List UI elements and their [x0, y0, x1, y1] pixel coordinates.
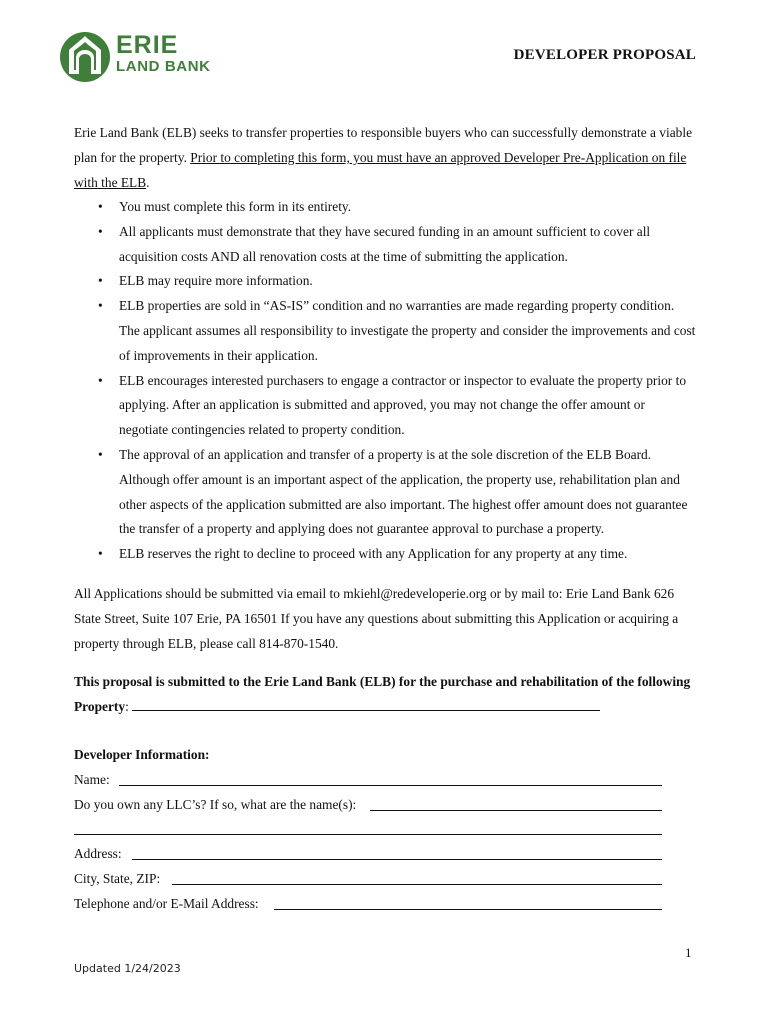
- address-label: Address:: [74, 846, 122, 861]
- llc-label: Do you own any LLC’s? If so, what are the name(s):: [74, 797, 357, 812]
- bullet-icon: •: [98, 199, 103, 214]
- intro-paragraph: [74, 121, 696, 195]
- list-item: • The approval of an application and transfer of a property is at the sole discretion of the ELB Board. Although offer amount is an important aspect of the application, the property use, rehabilitation plan and other aspects of the application submitted are also important. The highest offer amount does not guarantee the transfer of a property and applying does not guarantee approval to purchase a property.: [74, 443, 696, 542]
- bullet-icon: •: [98, 223, 103, 239]
- logo-land-bank-text: LAND BANK: [116, 58, 211, 75]
- bullet-icon: •: [98, 372, 103, 388]
- proposal-colon: :: [125, 698, 133, 714]
- list-item: • ELB may require more information.: [74, 269, 696, 294]
- list-item: • ELB encourages interested purchasers to engage a contractor or inspector to evaluate the property prior to applying. After an application is submitted and approved, you may not change the offer amount or negotiate contingencies related to property condition.: [74, 369, 696, 443]
- name-label: Name:: [74, 772, 110, 787]
- erie-land-bank-logo: [58, 30, 228, 84]
- list-item: • ELB reserves the right to decline to proceed with any Application for any property at any time.: [74, 542, 696, 567]
- bullet-icon: •: [98, 546, 103, 562]
- telephone-email-field[interactable]: [274, 909, 662, 910]
- telephone-email-label: Telephone and/or E-Mail Address:: [74, 896, 259, 911]
- page-title: DEVELOPER PROPOSAL: [513, 47, 696, 63]
- bullet-icon: •: [98, 446, 103, 462]
- submission-instructions: All Applications should be submitted via email to mkiehl@redeveloperie.org or by mail to: Erie Land Bank 626 State Street, Suite 107 Erie, PA 16501 If you have any questions about submitting this Application or acquiring a property through ELB, please call 814-870-1540.: [74, 586, 679, 651]
- proposal-text: This proposal is submitted to the Erie Land Bank (ELB) for the purchase and rehabilitation of the following Property: [74, 674, 691, 714]
- address-field[interactable]: [132, 859, 662, 860]
- property-field[interactable]: [132, 696, 600, 711]
- intro-text: Erie Land Bank (ELB) seeks to transfer properties to responsible buyers who can successfully demonstrate a viable plan for the property.: [74, 125, 693, 165]
- pre-application-requirement: Prior to completing this form, you must have an approved Developer Pre-Application on file with the ELB: [74, 149, 687, 190]
- list-item: • All applicants must demonstrate that they have secured funding in an amount sufficient to cover all acquisition costs AND all renovation costs at the time of submitting the application.: [74, 220, 696, 270]
- name-field[interactable]: [119, 785, 662, 786]
- llc-names-field[interactable]: [370, 810, 662, 811]
- developer-info-heading: Developer Information:: [74, 747, 210, 762]
- house-logo-icon: [58, 30, 112, 84]
- llc-names-field-continued[interactable]: [74, 834, 662, 835]
- bullet-icon: •: [98, 298, 103, 314]
- page-number: 1: [685, 945, 692, 960]
- intro-end: .: [146, 174, 150, 190]
- updated-date: Updated 1/24/2023: [74, 962, 181, 975]
- list-item: • You must complete this form in its entirety.: [74, 195, 696, 220]
- city-state-zip-field[interactable]: [172, 884, 662, 885]
- bullet-icon: •: [98, 273, 103, 289]
- city-state-zip-label: City, State, ZIP:: [74, 871, 161, 886]
- list-item: • ELB properties are sold in “AS-IS” condition and no warranties are made regarding property condition. The applicant assumes all responsibility to investigate the property and consider the improvements and cost of improvements in their application.: [74, 294, 696, 368]
- requirements-list: [74, 195, 696, 567]
- proposal-statement: [74, 670, 696, 720]
- logo-erie-text: ERIE: [116, 31, 179, 59]
